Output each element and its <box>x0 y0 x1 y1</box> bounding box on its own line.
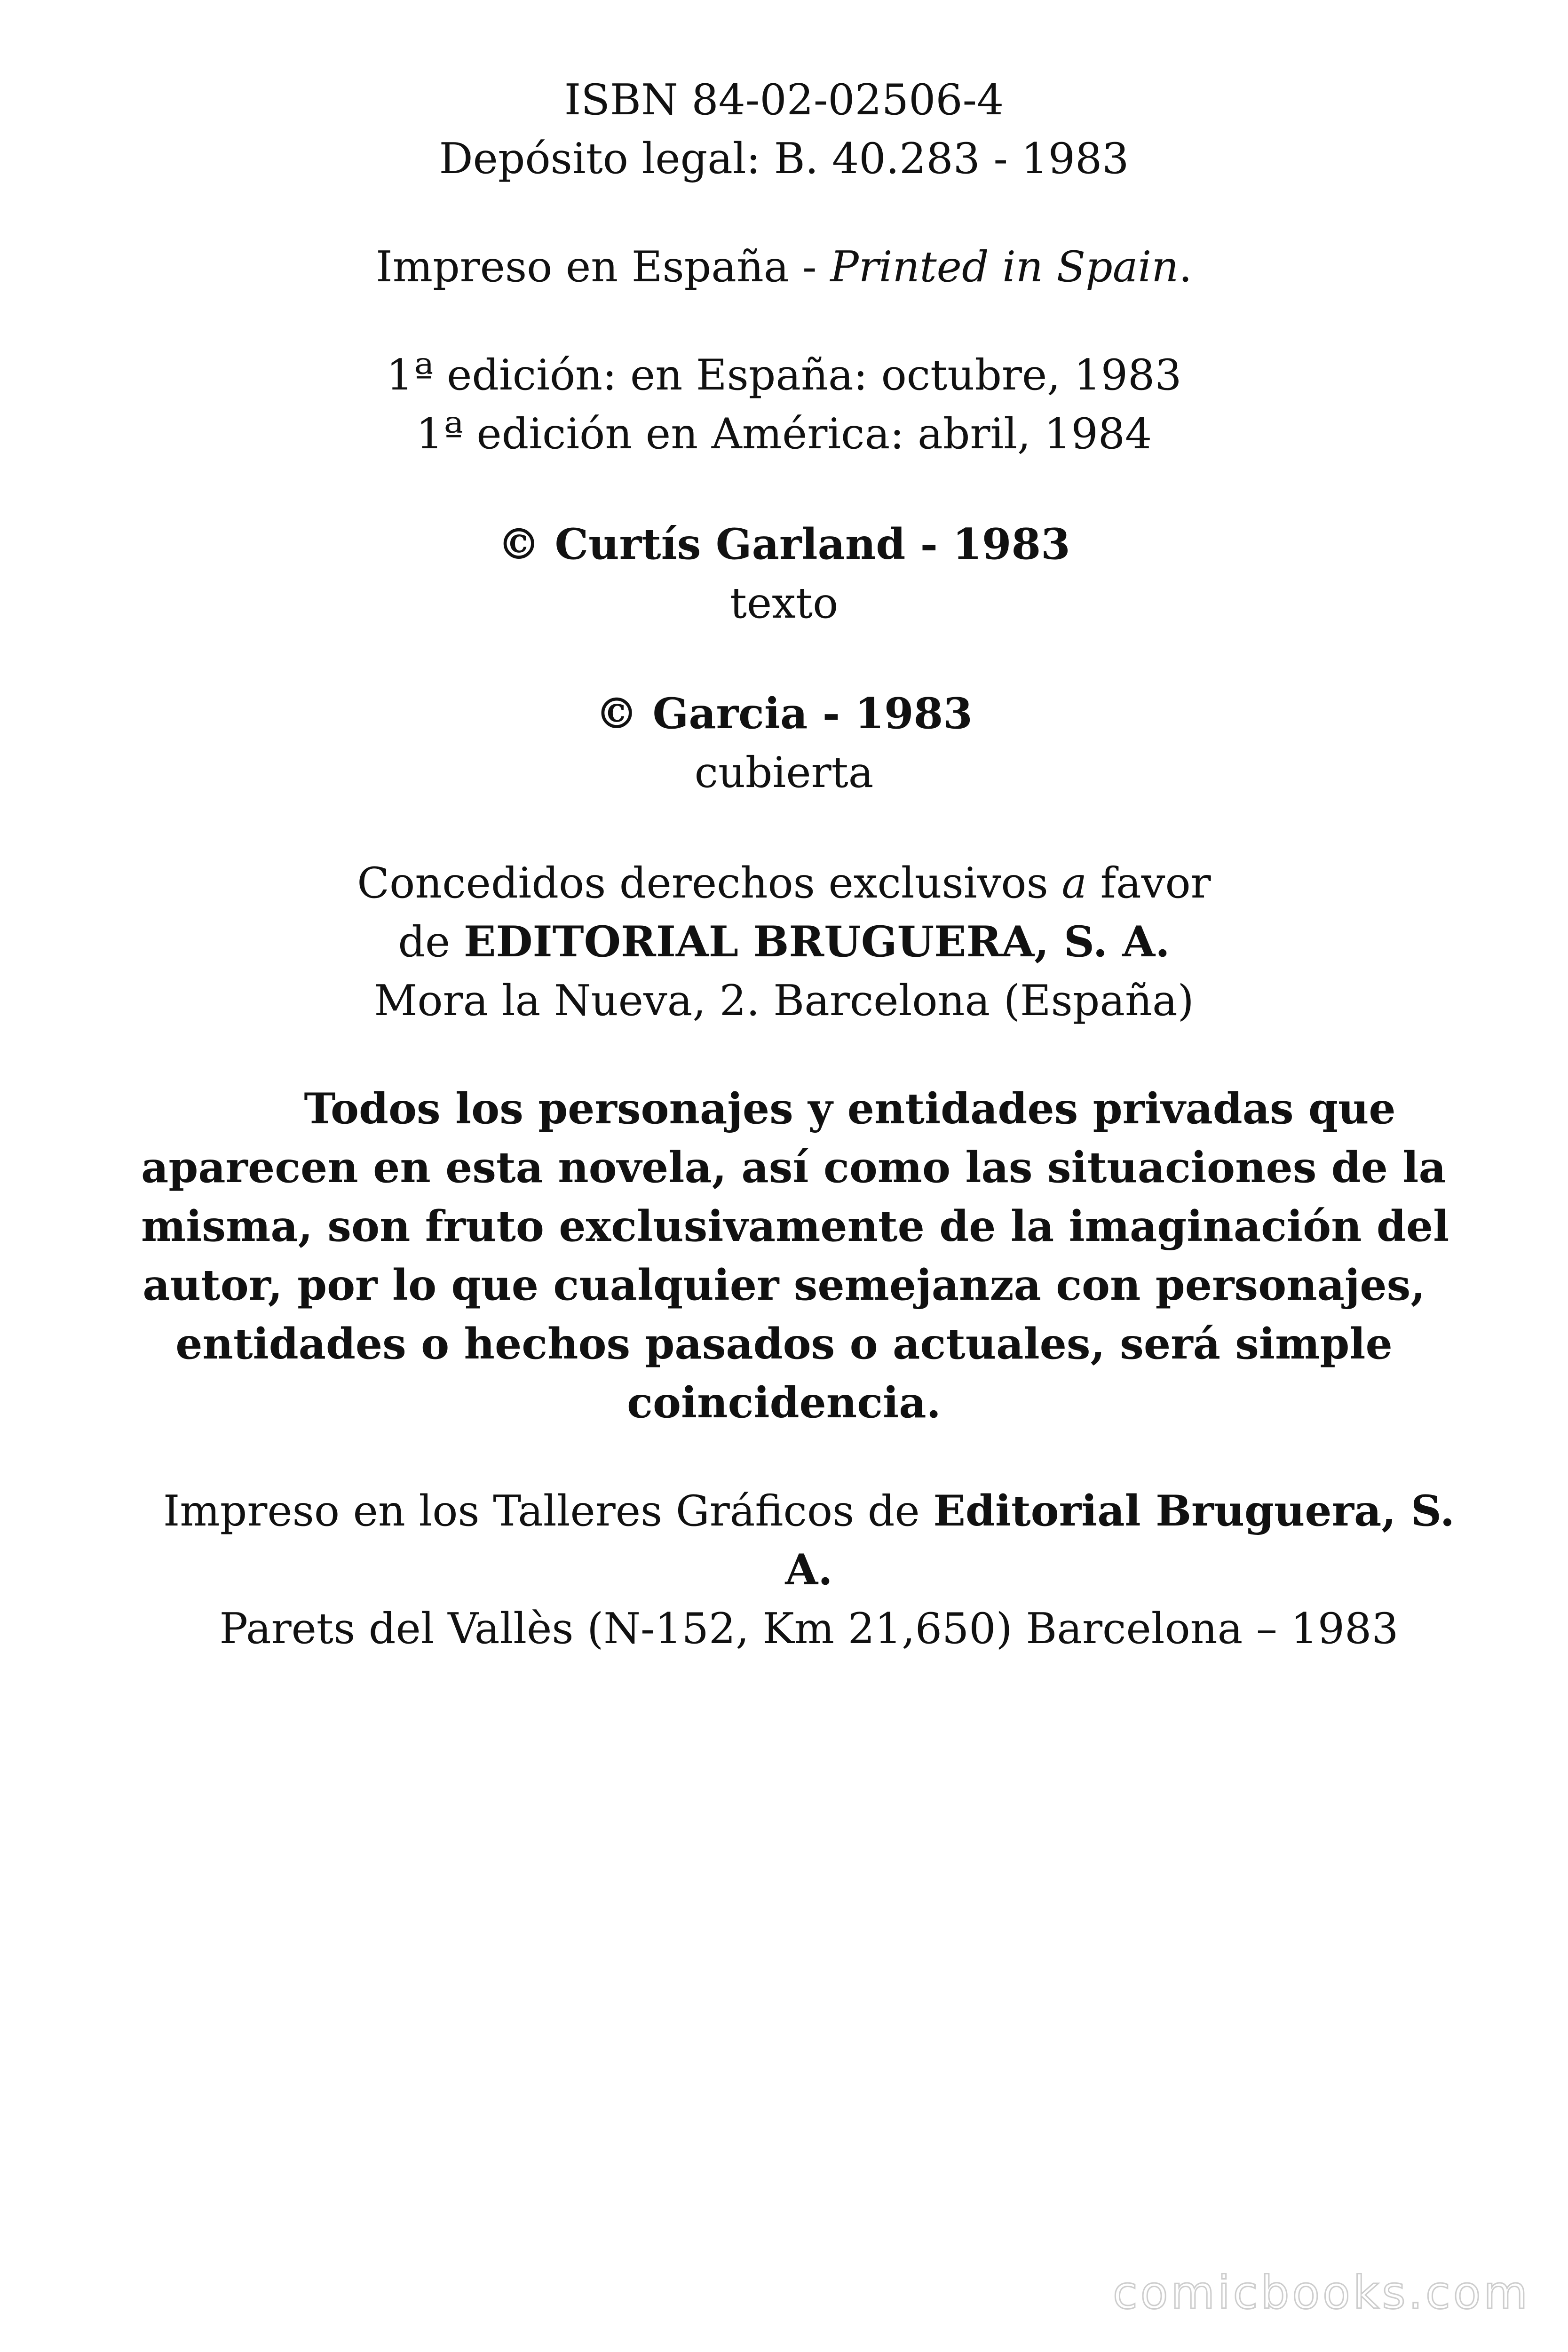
copyright-author: © Curtís Garland - 1983 <box>498 519 1070 569</box>
copyright-cover-block <box>0 684 1568 802</box>
rights-block <box>0 854 1568 1030</box>
disclaimer <box>141 1080 1449 1432</box>
publisher-address: Mora la Nueva, 2. Barcelona (España) <box>374 976 1194 1025</box>
copyright-text-block <box>0 515 1568 633</box>
disclaimer-line-4: autor, por lo que cualquier semejanza con personajes, <box>143 1260 1425 1310</box>
printed-in-english: Printed in Spain <box>830 242 1179 292</box>
printed-in-end: . <box>1179 242 1192 292</box>
disclaimer-line-3: misma, son fruto exclusivamente de la imaginación del <box>141 1201 1449 1251</box>
printer-line-2: A. <box>785 1545 833 1595</box>
edition-america: 1ª edición en América: abril, 1984 <box>416 409 1152 459</box>
copyright-cover: © Garcia - 1983 <box>595 689 973 739</box>
editions-block <box>0 346 1568 463</box>
disclaimer-line-5: entidades o hechos pasados o actuales, será simple <box>175 1319 1393 1369</box>
site-watermark: comicbooks.com <box>1112 2266 1530 2319</box>
printer-name: Editorial Bruguera, S. <box>933 1486 1455 1536</box>
disclaimer-line-1: Todos los personajes y entidades privadas que <box>304 1084 1396 1134</box>
isbn-block <box>0 71 1568 188</box>
edition-spain: 1ª edición: en España: octubre, 1983 <box>386 350 1182 400</box>
printer-line-1: Impreso en los Talleres Gráficos de Editorial Bruguera, S. <box>163 1486 1455 1536</box>
printer-block <box>155 1482 1463 1658</box>
rights-line-1: Concedidos derechos exclusivos a favor <box>357 858 1211 908</box>
printed-in <box>0 238 1568 296</box>
disclaimer-line-2: aparecen en esta novela, así como las situaciones de la <box>141 1143 1446 1192</box>
copyright-author-role: texto <box>729 579 839 628</box>
deposito-legal: Depósito legal: B. 40.283 - 1983 <box>439 134 1129 183</box>
printed-in-spanish: Impreso en España - <box>376 242 831 292</box>
publisher-name: EDITORIAL BRUGUERA, S. A. <box>463 917 1170 967</box>
copyright-cover-role: cubierta <box>694 748 874 797</box>
disclaimer-line-6: coincidencia. <box>627 1378 941 1428</box>
printed-in-block <box>0 238 1568 296</box>
rights-line-2: de EDITORIAL BRUGUERA, S. A. <box>398 917 1170 967</box>
isbn: ISBN 84-02-02506-4 <box>564 75 1004 125</box>
printer-address: Parets del Vallès (N-152, Km 21,650) Barcelona – 1983 <box>219 1604 1399 1653</box>
